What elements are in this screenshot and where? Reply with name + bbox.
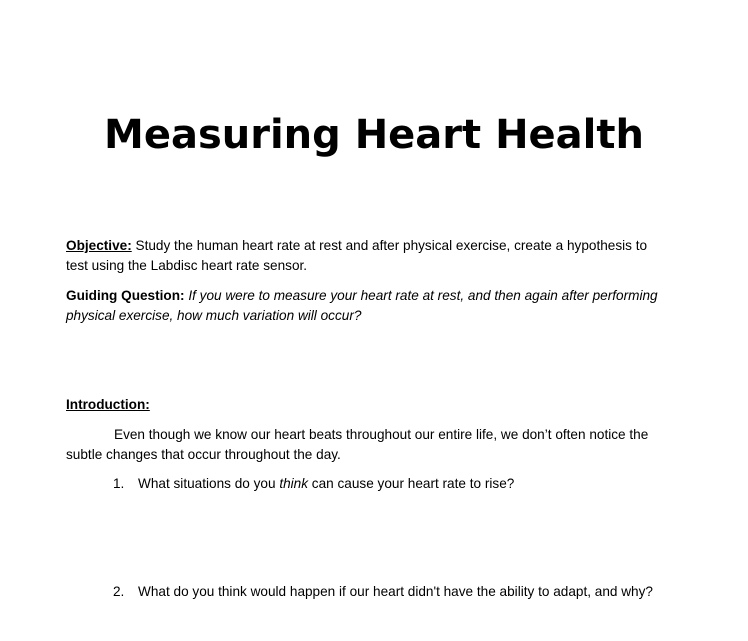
question-number-1: 1. bbox=[113, 476, 125, 491]
question-item-1 bbox=[113, 474, 673, 494]
guiding-question-label: Guiding Question: bbox=[66, 288, 185, 303]
question-1-text-before: What situations do you bbox=[138, 476, 280, 491]
introduction-heading bbox=[66, 395, 666, 415]
introduction-body: Even though we know our heart beats throughout our entire life, we don’t often notice the subtle changes that occur throughout the day. bbox=[66, 427, 649, 462]
guiding-question-text: If you were to measure your heart rate at rest, and then again after performing physical exercise, how much variation will occur? bbox=[66, 288, 658, 323]
objective-label: Objective: bbox=[66, 238, 132, 253]
objective-text: Study the human heart rate at rest and after physical exercise, create a hypothesis to test using the Labdisc heart rate sensor. bbox=[66, 238, 648, 273]
question-number-2: 2. bbox=[113, 584, 125, 599]
question-1-text-after: can cause your heart rate to rise? bbox=[308, 476, 515, 491]
objective-paragraph bbox=[66, 236, 666, 276]
document-title: Measuring Heart Health bbox=[104, 112, 644, 158]
question-1-emphasis: think bbox=[279, 476, 309, 491]
guiding-question-paragraph bbox=[66, 286, 666, 326]
question-item-2 bbox=[113, 582, 673, 602]
question-2-text: What do you think would happen if our heart didn't have the ability to adapt, and why? bbox=[138, 584, 653, 599]
introduction-heading-text: Introduction: bbox=[66, 397, 150, 412]
